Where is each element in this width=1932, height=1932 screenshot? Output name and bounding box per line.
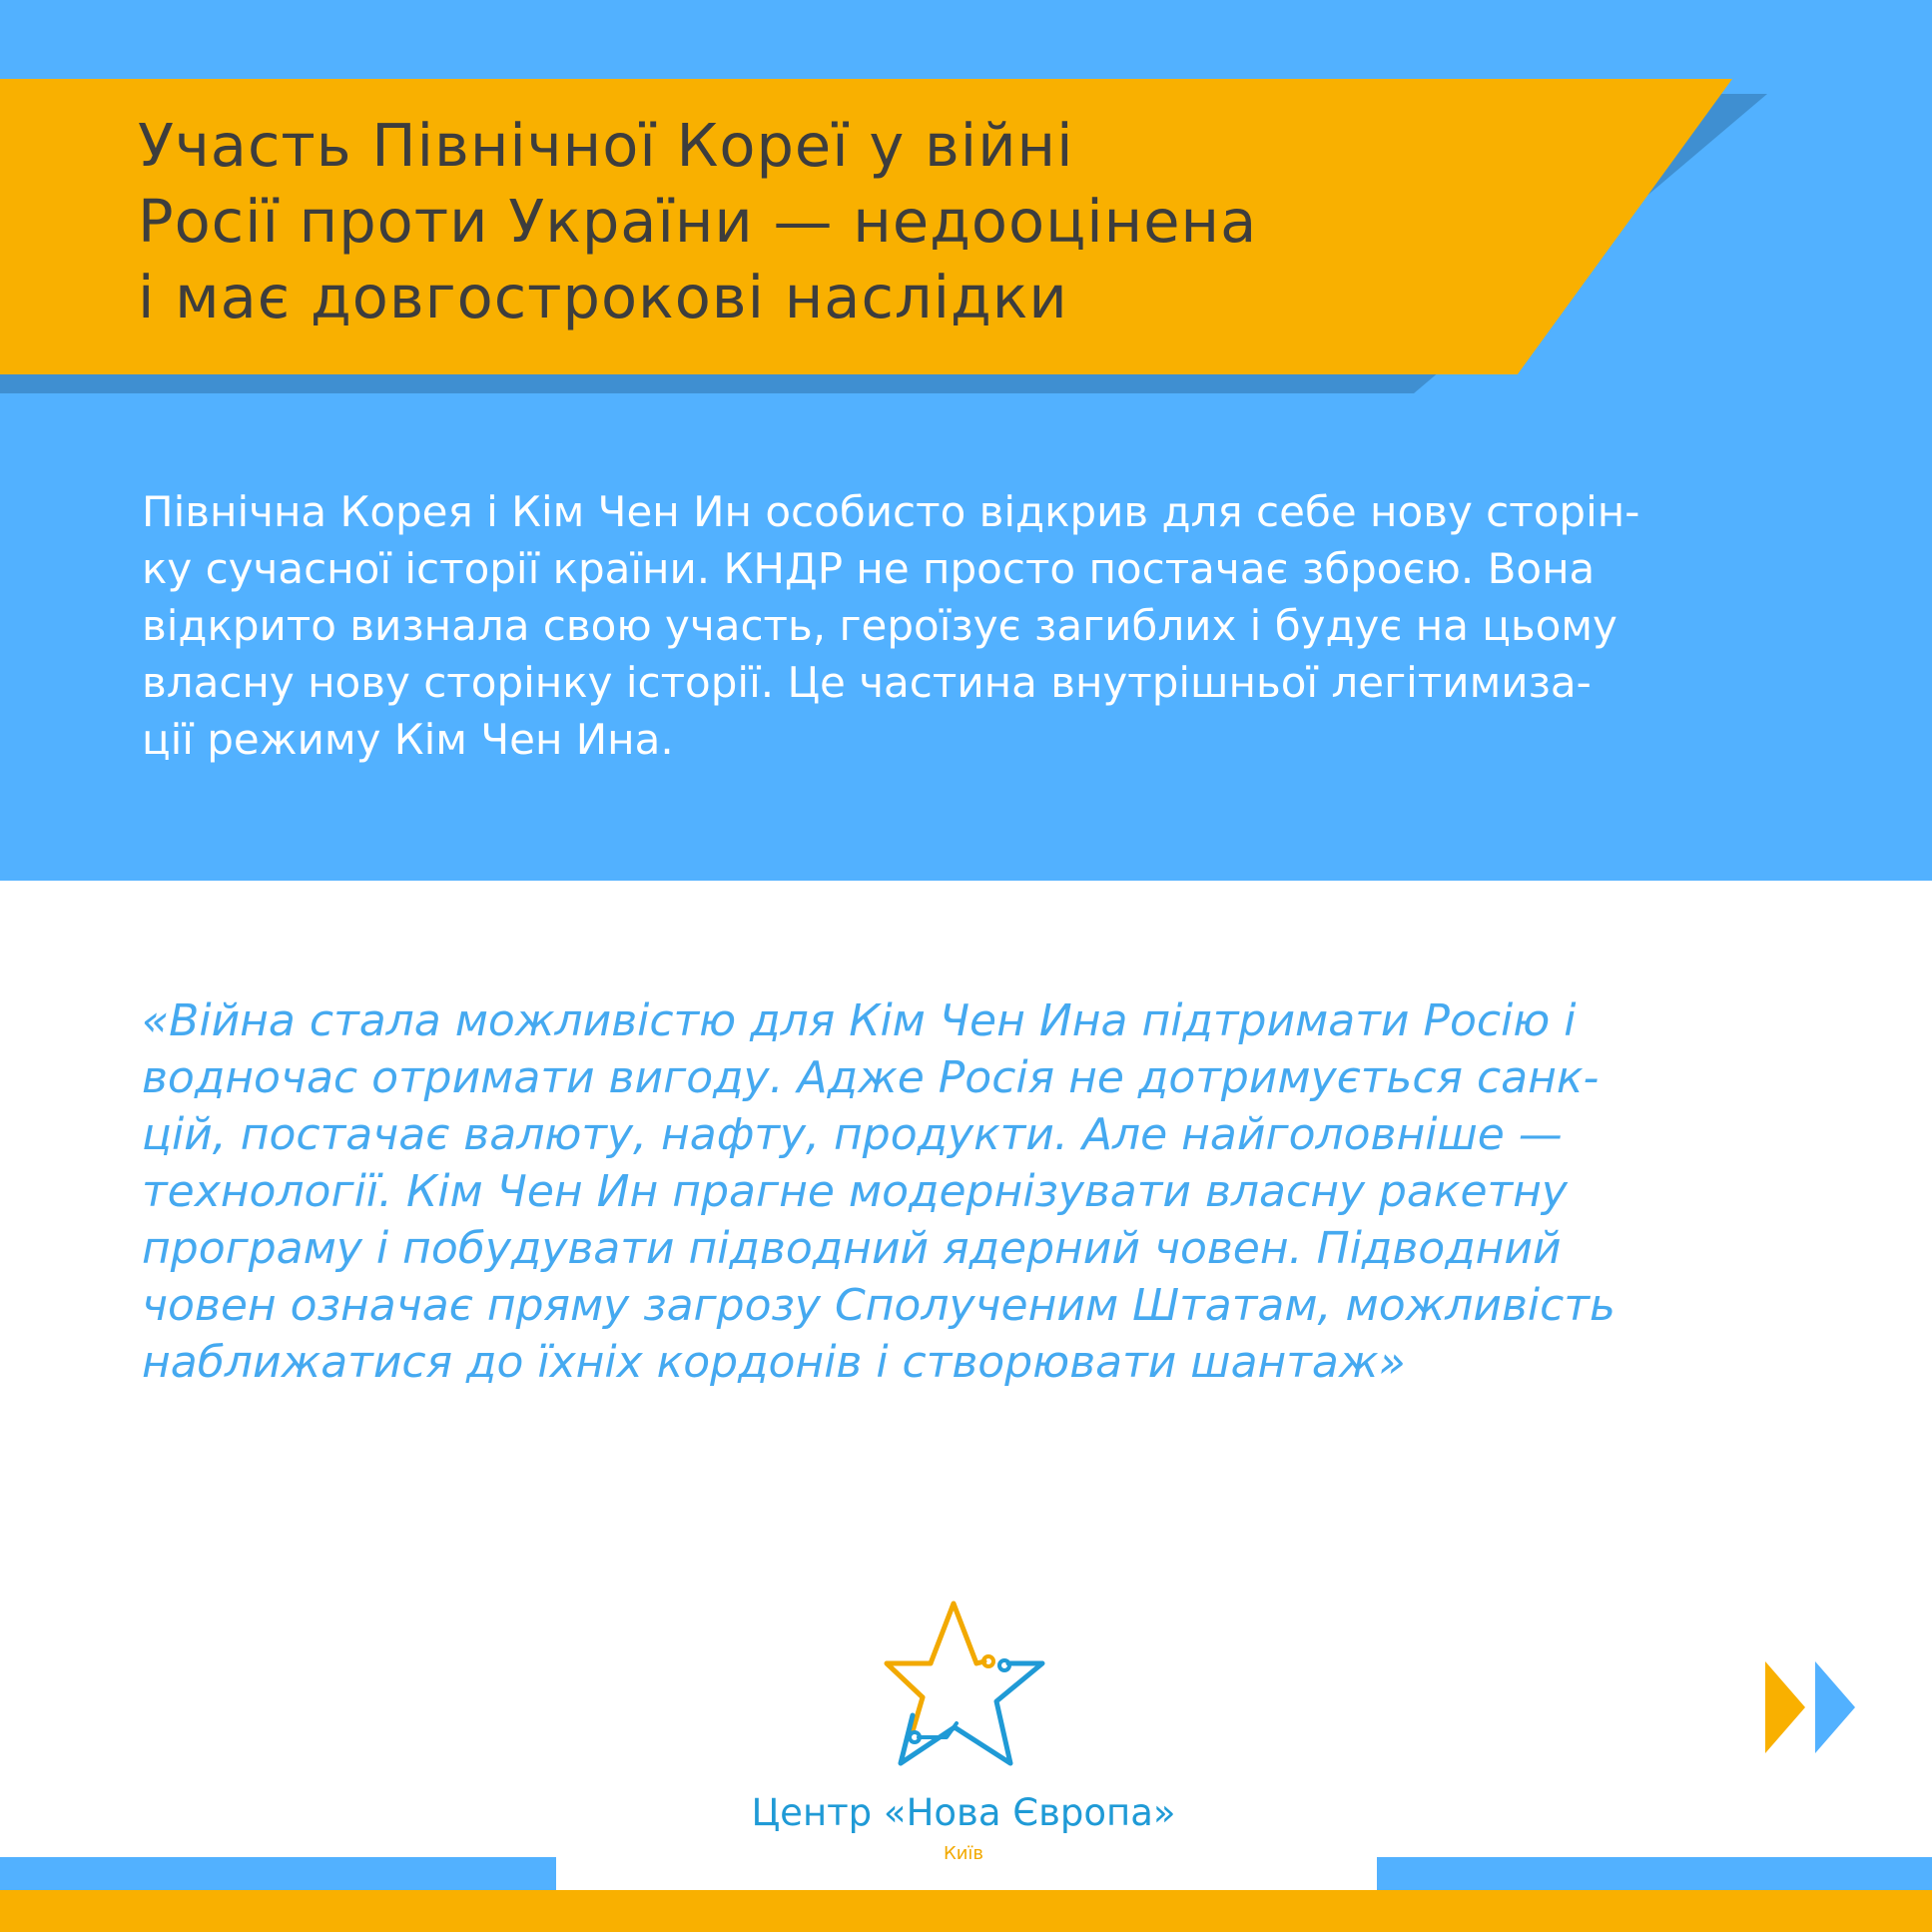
star-logo-icon (879, 1598, 1058, 1769)
quote: «Війна стала можливістю для Кім Чен Ина підтримати Росію і водночас отримати вигоду. Адже Росія не дотримується санк- цій, постачає валюту, нафту, продукти. Але найголовніше — технології. Кім Чен Ин прагне модернізувати власну ракетну програму і побудувати підводний ядерний човен. Підводний човен означає пряму загрозу Сполученим Штатам, можливість наближатися до їхніх кордонів і створювати шантаж» (142, 995, 1615, 1388)
headline: Участь Північної Кореї у війні Росії проти України — недооцінена і має довгострокові наслідки (138, 111, 1258, 331)
logo-name: Центр «Нова Європа» (751, 1791, 1176, 1834)
logo-city: Київ (943, 1843, 984, 1864)
footer-strip-blue-left (0, 1857, 556, 1890)
footer-strip-yellow (0, 1890, 1932, 1932)
footer-strip-blue-right (1377, 1857, 1932, 1890)
logo (719, 1598, 1208, 1867)
lead-paragraph: Північна Корея і Кім Чен Ин особисто відкрив для себе нову сторін- ку сучасної історії країни. КНДР не просто постачає зброєю. Вона відкрито визнала свою участь, героїзує загиблих і будує на цьому власну нову сторінку історії. Це частина внутрішньої легітимиза- ції режиму Кім Чен Ина. (142, 487, 1640, 764)
double-chevron-right-icon[interactable] (1757, 1657, 1867, 1757)
